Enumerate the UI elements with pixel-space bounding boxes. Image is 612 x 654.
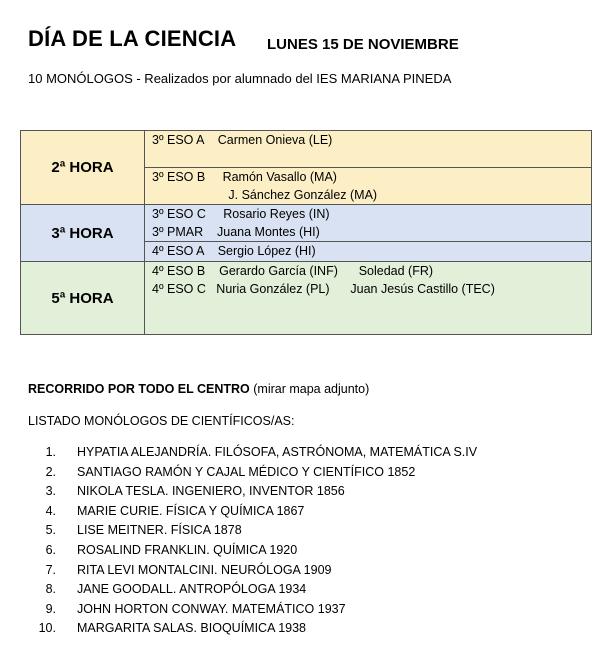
list-item	[28, 600, 477, 620]
group-line	[145, 149, 591, 167]
tour-note	[28, 382, 369, 396]
list-item	[28, 502, 477, 522]
document-title: DÍA DE LA CIENCIA	[28, 26, 237, 51]
tour-note-bold: RECORRIDO POR TODO EL CENTRO	[28, 382, 250, 396]
list-text: HYPATIA ALEJANDRÍA. FILÓSOFA, ASTRÓNOMA, MATEMÁTICA S.IV	[77, 445, 478, 459]
list-item	[28, 463, 477, 483]
list-text: ROSALIND FRANKLIN. QUÍMICA 1920	[77, 542, 298, 557]
hour-cell: 5ª HORA	[21, 262, 145, 335]
list-text: LISE MEITNER. FÍSICA 1878	[77, 523, 242, 538]
schedule-row	[21, 205, 592, 242]
group-cell	[145, 242, 592, 262]
list-text: MARIE CURIE. FÍSICA Y QUÍMICA 1867	[77, 503, 305, 518]
group-line: 3º ESO A Carmen Onieva (LE)	[152, 133, 333, 147]
list-title: LISTADO MONÓLOGOS DE CIENTÍFICOS/AS:	[28, 414, 295, 428]
list-item	[28, 482, 477, 502]
group-line: 3º PMAR Juana Montes (HI)	[152, 225, 320, 239]
list-number: 5.	[45, 523, 56, 538]
event-date: LUNES 15 DE NOVIEMBRE	[267, 36, 459, 53]
list-item	[28, 619, 477, 639]
schedule-table	[20, 130, 592, 335]
list-number: 10.	[38, 621, 56, 636]
list-number: 7.	[45, 562, 56, 577]
group-line: 4º ESO B Gerardo García (INF) Soledad (FR)	[152, 264, 434, 278]
list-text: MARGARITA SALAS. BIOQUÍMICA 1938	[77, 621, 307, 636]
group-line: 4º ESO C Nuria González (PL) Juan Jesús Castillo (TEC)	[152, 282, 495, 296]
list-number: 1.	[45, 445, 56, 459]
list-item	[28, 443, 477, 463]
list-text: JOHN HORTON CONWAY. MATEMÁTICO 1937	[77, 601, 346, 616]
group-cell	[145, 262, 592, 335]
list-text: JANE GOODALL. ANTROPÓLOGA 1934	[77, 582, 307, 597]
list-text: SANTIAGO RAMÓN Y CAJAL MÉDICO Y CIENTÍFICO 1852	[77, 464, 416, 479]
list-item	[28, 541, 477, 561]
group-cell	[145, 205, 592, 242]
list-number: 4.	[45, 503, 56, 518]
hour-cell: 3ª HORA	[21, 205, 145, 262]
list-number: 9.	[45, 601, 56, 616]
list-text: RITA LEVI MONTALCINI. NEURÓLOGA 1909	[77, 562, 332, 577]
schedule-row	[21, 131, 592, 168]
list-item	[28, 561, 477, 581]
group-line: 3º ESO B Ramón Vasallo (MA)	[152, 170, 337, 184]
group-line	[145, 316, 591, 334]
list-text: NIKOLA TESLA. INGENIERO, INVENTOR 1856	[77, 484, 345, 499]
list-number: 8.	[45, 582, 56, 597]
list-number: 2.	[45, 464, 56, 479]
group-line	[145, 298, 591, 316]
list-item	[28, 580, 477, 600]
group-line: 3º ESO C Rosario Reyes (IN)	[152, 207, 330, 221]
group-cell	[145, 168, 592, 205]
list-number: 3.	[45, 484, 56, 499]
tour-note-rest: (mirar mapa adjunto)	[249, 382, 370, 396]
list-item	[28, 521, 477, 541]
document-subtitle: 10 MONÓLOGOS - Realizados por alumnado del IES MARIANA PINEDA	[28, 71, 452, 86]
hour-cell: 2ª HORA	[21, 131, 145, 205]
group-cell	[145, 131, 592, 168]
group-line: 4º ESO A Sergio López (HI)	[152, 244, 316, 258]
list-number: 6.	[45, 542, 56, 557]
monologue-list	[28, 443, 477, 639]
schedule-row	[21, 262, 592, 335]
group-line: J. Sánchez González (MA)	[152, 188, 378, 202]
